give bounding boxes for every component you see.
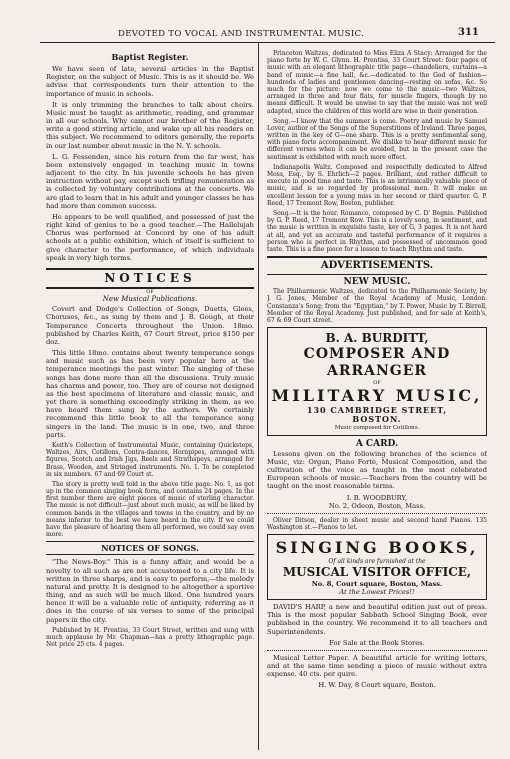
burditt-ad [267,327,487,436]
notices-banner [46,268,254,303]
summer-song-review: Song.—I know that the summer is come. Poetry and music by Samuel Lover, author of the Songs of the Superstitions of Ireland. Three pages, written in the key of G—one sharp. This is a pretty sentimental song, with piano forte accompaniment. We dislike to hear different music for different verses when it can be avoided, but in the present case the sentiment is exhibited with much more effect. [267,117,487,161]
princeton-waltzes-review: Princeton Waltzes, dedicated to Miss Eliza A Stacy: Arranged for the piano forte by W. C. Glynn. H. Prentiss, 33 Court Street: four pages of music with an elegant lithographic title page—chandeliers, curtains—a band of music—a fine hall, &c.—dedicated to the God of fashion—hundreds of ladies and gentlemen dancing—resting on sofas, &c. So much for the picture: now we come to the music—two Waltzes, arranged in three and four flats, for muscle fingers, though by no means difficult. It would be unwise to say that the music was not well adapted, since the children of this world are wise in their generation. [267,50,487,115]
header-rule [40,42,495,43]
singing-books-ad [267,534,487,600]
indianapolis-waltz-review: Indianapolis Waltz. Composed and respectfully dedicated to Alfred Moss, Esq., by S. Ehrlich—2 pages. Brilliant, and rather difficult to execute in good time and taste. This is an intrinsically valuable piece of music, and is so regarded by professional men. It will make an excellent lesson for a young miss in her second or third quarter. G. P. Reed, 17 Tremont Row, Boston, publisher. [267,163,487,207]
left-column [46,50,254,651]
page-number: 311 [458,27,479,38]
songs-heading: NOTICES OF SONGS. [46,541,254,555]
notices-of: OF [146,288,154,295]
notices-heading: NOTICES [46,268,254,289]
baptist-paragraph-1: We have seen of late, several articles in the Baptist Register, on the subject of Music. This is as it should be. We advise that correspondents turn their attention to the importance of music in schools. [46,65,254,98]
burditt-name: B. A. BURDITT, [325,331,429,346]
burditt-of: OF [373,379,381,386]
ditson-ad: Oliver Ditson, dealer in sheet music and second hand Pianos. 135 Washington st.—Pianos to let. [267,516,487,532]
baptist-register-heading: Baptist Register. [111,52,189,62]
all-kinds: Of all kinds are furnished at the [328,557,426,565]
newsboy-review: "The News-Boy." This is a funny affair, and would be a novelty to all such as are not accustomed to a city life. It is written in three sharps, and is easy to perform,—the melody natural and pretty. It is designed to be altogether a sportive thing, and as such will be much liked. One hundred years hence it will be a valuable relic of antiquity, referring as it does in the course of six verses to some of the principal papers in the city. [46,558,254,624]
visitor-office: MUSICAL VISITOR OFFICE, [282,565,472,580]
new-music-heading: NEW MUSIC. [343,277,411,288]
burditt-role: COMPOSER AND ARRANGER [303,345,451,379]
card-heading: A CARD. [355,438,399,449]
romance-song-review: Song.—It is the hour. Romance, composed by C. D' Begnis. Published by G. P. Reed, 17 Tremont Row. This is a lovely song, in sentiment, and the music is written in exquisite taste, key of G, 3 pages. It is not hard at all, and yet an accurate and tasteful performance of it requires a person who is perfect in Rhythm, and possessed of uncommon good taste. This is a fine piece for a lesson to teach Rhythm and taste. [267,209,487,253]
covert-dodge-review: This little 18mo. contains about twenty temperance songs and music such as has been very popular here at the temperance meetings the past winter. The singing of these songs has done more than all the discussions. Truly music has charms and power, too. They are of course not designed as the best specimens of literature and classic music, and yet there is something exceedingly striking in them, as we have heard them sung by the authors. We certainly recommend this little book to all the temperance song singers in the land. The music is in one, two, and three parts. [46,349,254,439]
card-body: Lessons given on the following branches of the science of Music, viz: Organ, Piano Forte, Musical Composition, and the cultivation of the voice as taught in the most celebrated European schools of music.—Teachers from the country will be taught on the most reasonable terms. [267,449,487,491]
new-music-ad: The Philharmonic Waltzes, dedicated to the Philharmonic Society, by J. G. Jones, Member of the Royal Academy of Music, London. Constanza's Song; from the "Egyptian," by T. Power, Music by T. Birrell, Member of the Royal Academy. Just published, and for sale at Keith's, 67 & 69 Court street. [267,288,487,324]
covert-dodge-notice: Covert and Dodge's Collection of Songs, Duetts, Glees, Choruses, &c., as sung by them and J. B. Gough, at their Temperance Concerts throughout the Union. 18mo. published by Charles Keith, 67 Court Street, price $150 per doz. [46,305,254,346]
davids-harp-ad: DAVID'S HARP, a new and beautiful edition just out of press. This is the most popular Sabbath School Singing Book, ever published in the country. We recommend it to all teachers and Superintendents. [267,603,487,636]
keith-collection-notice: Keith's Collection of Instrumental Music, containing Quicksteps, Waltzes, Airs, Cotillons, Contra-dances, Hornpipes, arranged with figures, Scotch and Irish Jigs, Reels and Strathspeys, arranged for Brass, Wooden, and Stringed instruments. No. 1. To be completed in six numbers. 67 and 69 Court st. [46,441,254,478]
advertisements-heading: ADVERTISEMENTS. [267,256,487,275]
notices-subheading: New Musical Publications. [102,294,198,303]
baptist-paragraph-2: It is only trimming the branches to talk about choirs. Music must be taught as arithmetic, reading, and grammar in all our schools. Why cannot our brother of the Register, write a good stirring article, and wake up all his readers on this subject. We recommend to editors generally, the reports in our last number about music in the N. Y. schools. [46,100,254,150]
letter-paper-ad: Musical Letter Paper. A beautiful article for writing letters, and at the same time sending a piece of music without extra expense. 40 cts. per quire. [267,653,487,679]
letter-paper-signature: H. W. Day, 8 Court square, Boston. [318,681,436,690]
lowest-prices: At the Lowest Prices!! [339,587,415,596]
running-title: DEVOTED TO VOCAL AND INSTRUMENTAL MUSIC. [118,29,365,39]
right-column [267,50,487,690]
burditt-city: BOSTON. [352,414,402,425]
divider [267,513,487,514]
burditt-address: 130 CAMBRIDGE STREET, [306,404,448,415]
burditt-note: Music composed for Cotillons. [334,425,420,432]
baptist-paragraph-3: L. G. Fessenden, since his return from the far west, has been extensively engaged in teaching music in towns adjacent to the city. In his juvenile schools he has given instruction without pay, except such trifling remuneration as is collected by voluntary contributions at the concerts. We are glad to learn that in his adult and younger classes he has had more than common success. [46,152,254,210]
divider [267,650,487,651]
for-sale-line: For Sale at the Book Stores. [329,638,425,647]
keith-collection-review: The story is pretty well told in the above title page. No. 1, as got up in the common singing book form, and contains 24 pages. In the first number there are eight pieces of music of sterling character. The music is not difficult—just about such music, as will be liked by common bands in the villages and towns in the country, and by no means inferior to the best we have heard in the city. If we could have the pleasure of hearing them all performed, we could say even more. [46,480,254,539]
card-signature: I. B. WOODBURY, [346,493,408,502]
card-address: No. 2, Odeon, Boston, Mass. [328,501,426,510]
singing-books-title: SINGING BOOKS, [275,538,479,558]
baptist-paragraph-4: He appears to be well qualified, and possessed of just the right kind of genius to be a good teacher.—The Hallelujah Chorus was performed at Concord by one of his adult schools at a public exhibition, which of itself is sufficient to give character to the performance, of which individuals speak in very high terms. [46,212,254,262]
court-square: No. 8, Court square, Boston, Mass. [311,579,443,588]
newsboy-publisher: Published by H. Prentiss, 33 Court Street, written and sung with much applause by Mr. Chapman—has a pretty lithographic page. Net price 25 cts. 4 pages. [46,626,254,649]
burditt-military: MILITARY MUSIC, [271,386,483,406]
column-divider [258,42,259,750]
